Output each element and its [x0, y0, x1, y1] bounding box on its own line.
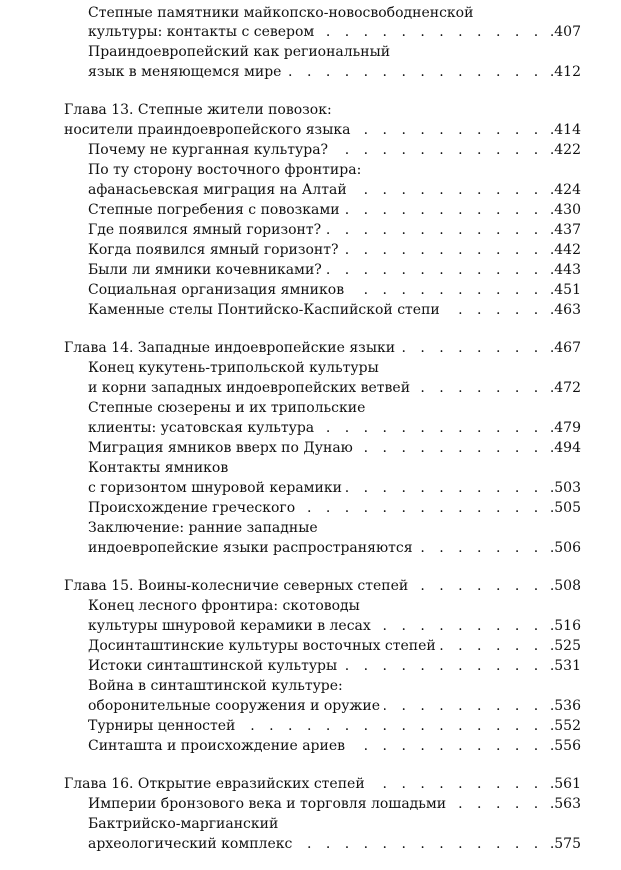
toc-entry: Империи бронзового века и торговля лошадьми .563 . . .: [88, 794, 581, 814]
toc-entry: Истоки синташтинской культуры .531 . . .: [88, 656, 581, 676]
toc-entry: Степные погребения с повозками .430 . . .: [88, 200, 581, 220]
page-number: .531: [547, 656, 581, 676]
page-number: .430: [547, 200, 581, 220]
toc-entry: Степные сюзерены и их трипольские: [88, 398, 581, 418]
chapter-heading: Глава 14. Западные индоевропейские языки .467 . . .: [64, 338, 581, 358]
chapter-heading: носители праиндоевропейского языка .414 . . .: [64, 120, 581, 140]
toc-entry: язык в меняющемся мире .412 . . .: [88, 62, 581, 82]
toc-entry: Контакты ямников: [88, 458, 581, 478]
page-number: .505: [547, 498, 581, 518]
page-number: .424: [547, 180, 581, 200]
page-number: .412: [547, 62, 581, 82]
page-number: .525: [547, 636, 581, 656]
page-number: .442: [547, 240, 581, 260]
page-number: .563: [547, 794, 581, 814]
page-number: .536: [547, 696, 581, 716]
page-number: .443: [547, 260, 581, 280]
toc-entry: Конец кукутень-трипольской культуры: [88, 358, 581, 378]
toc-entry: археологический комплекс .575 . . .: [88, 834, 581, 854]
page-number: .552: [547, 716, 581, 736]
toc-entry: Социальная организация ямников .451 . . .: [88, 280, 581, 300]
toc-entry: индоевропейские языки распространяются .506 . . .: [88, 538, 581, 558]
page-number: .463: [547, 300, 581, 320]
page-number: .494: [547, 438, 581, 458]
toc-entry: Были ли ямники кочевниками? .443 . . .: [88, 260, 581, 280]
toc-entry: Происхождение греческого .505 . . .: [88, 498, 581, 518]
chapter-heading: Глава 15. Воины-колесничие северных степей .508 . . .: [64, 576, 581, 596]
toc-entry: Бактрийско-маргианский: [88, 814, 581, 834]
toc-entry: с горизонтом шнуровой керамики .503 . . .: [88, 478, 581, 498]
page-number: .503: [547, 478, 581, 498]
toc-entry: Почему не курганная культура? .422 . . .: [88, 140, 581, 160]
toc-entry: культуры шнуровой керамики в лесах .516 . . .: [88, 616, 581, 636]
toc-entry: Конец лесного фронтира: скотоводы: [88, 596, 581, 616]
page-number: .479: [547, 418, 581, 438]
page-number: .508: [547, 576, 581, 596]
page-number: .575: [547, 834, 581, 854]
toc-entry: и корни западных индоевропейских ветвей .472 . . .: [88, 378, 581, 398]
toc-entry: афанасьевская миграция на Алтай .424 . . .: [88, 180, 581, 200]
toc-entry: оборонительные сооружения и оружие .536 . . .: [88, 696, 581, 716]
page-number: .467: [547, 338, 581, 358]
toc-entry: Праиндоевропейский как региональный: [88, 42, 581, 62]
page-number: .472: [547, 378, 581, 398]
page-number: .422: [547, 140, 581, 160]
toc-entry: Миграция ямников вверх по Дунаю .494 . . .: [88, 438, 581, 458]
toc-entry: Война в синташтинской культуре:: [88, 676, 581, 696]
toc-entry: Каменные стелы Понтийско-Каспийской степи .463 . . .: [88, 300, 581, 320]
page-number: .516: [547, 616, 581, 636]
toc-entry: Где появился ямный горизонт? .437 . . .: [88, 220, 581, 240]
chapter-heading: Глава 13. Степные жители повозок:: [64, 100, 581, 120]
chapter-heading: Глава 16. Открытие евразийских степей .561 . . .: [64, 774, 581, 794]
page-number: .556: [547, 736, 581, 756]
toc-entry: Заключение: ранние западные: [88, 518, 581, 538]
page-number: .506: [547, 538, 581, 558]
page-number: .414: [547, 120, 581, 140]
page-number: .407: [547, 22, 581, 42]
toc-entry: Степные памятники майкопско-новосвободненской: [88, 3, 581, 23]
page-number: .437: [547, 220, 581, 240]
toc-entry: По ту сторону восточного фронтира:: [88, 160, 581, 180]
toc-entry: Досинташтинские культуры восточных степей .525 . . .: [88, 636, 581, 656]
toc-entry: клиенты: усатовская культура .479 . . .: [88, 418, 581, 438]
toc-entry: Синташта и происхождение ариев .556 . . .: [88, 736, 581, 756]
page-number: .451: [547, 280, 581, 300]
toc-entry: Когда появился ямный горизонт? .442 . . .: [88, 240, 581, 260]
toc-entry: культуры: контакты с севером .407 . . .: [88, 22, 581, 42]
page-number: .561: [547, 774, 581, 794]
toc-entry: Турниры ценностей .552 . . .: [88, 716, 581, 736]
